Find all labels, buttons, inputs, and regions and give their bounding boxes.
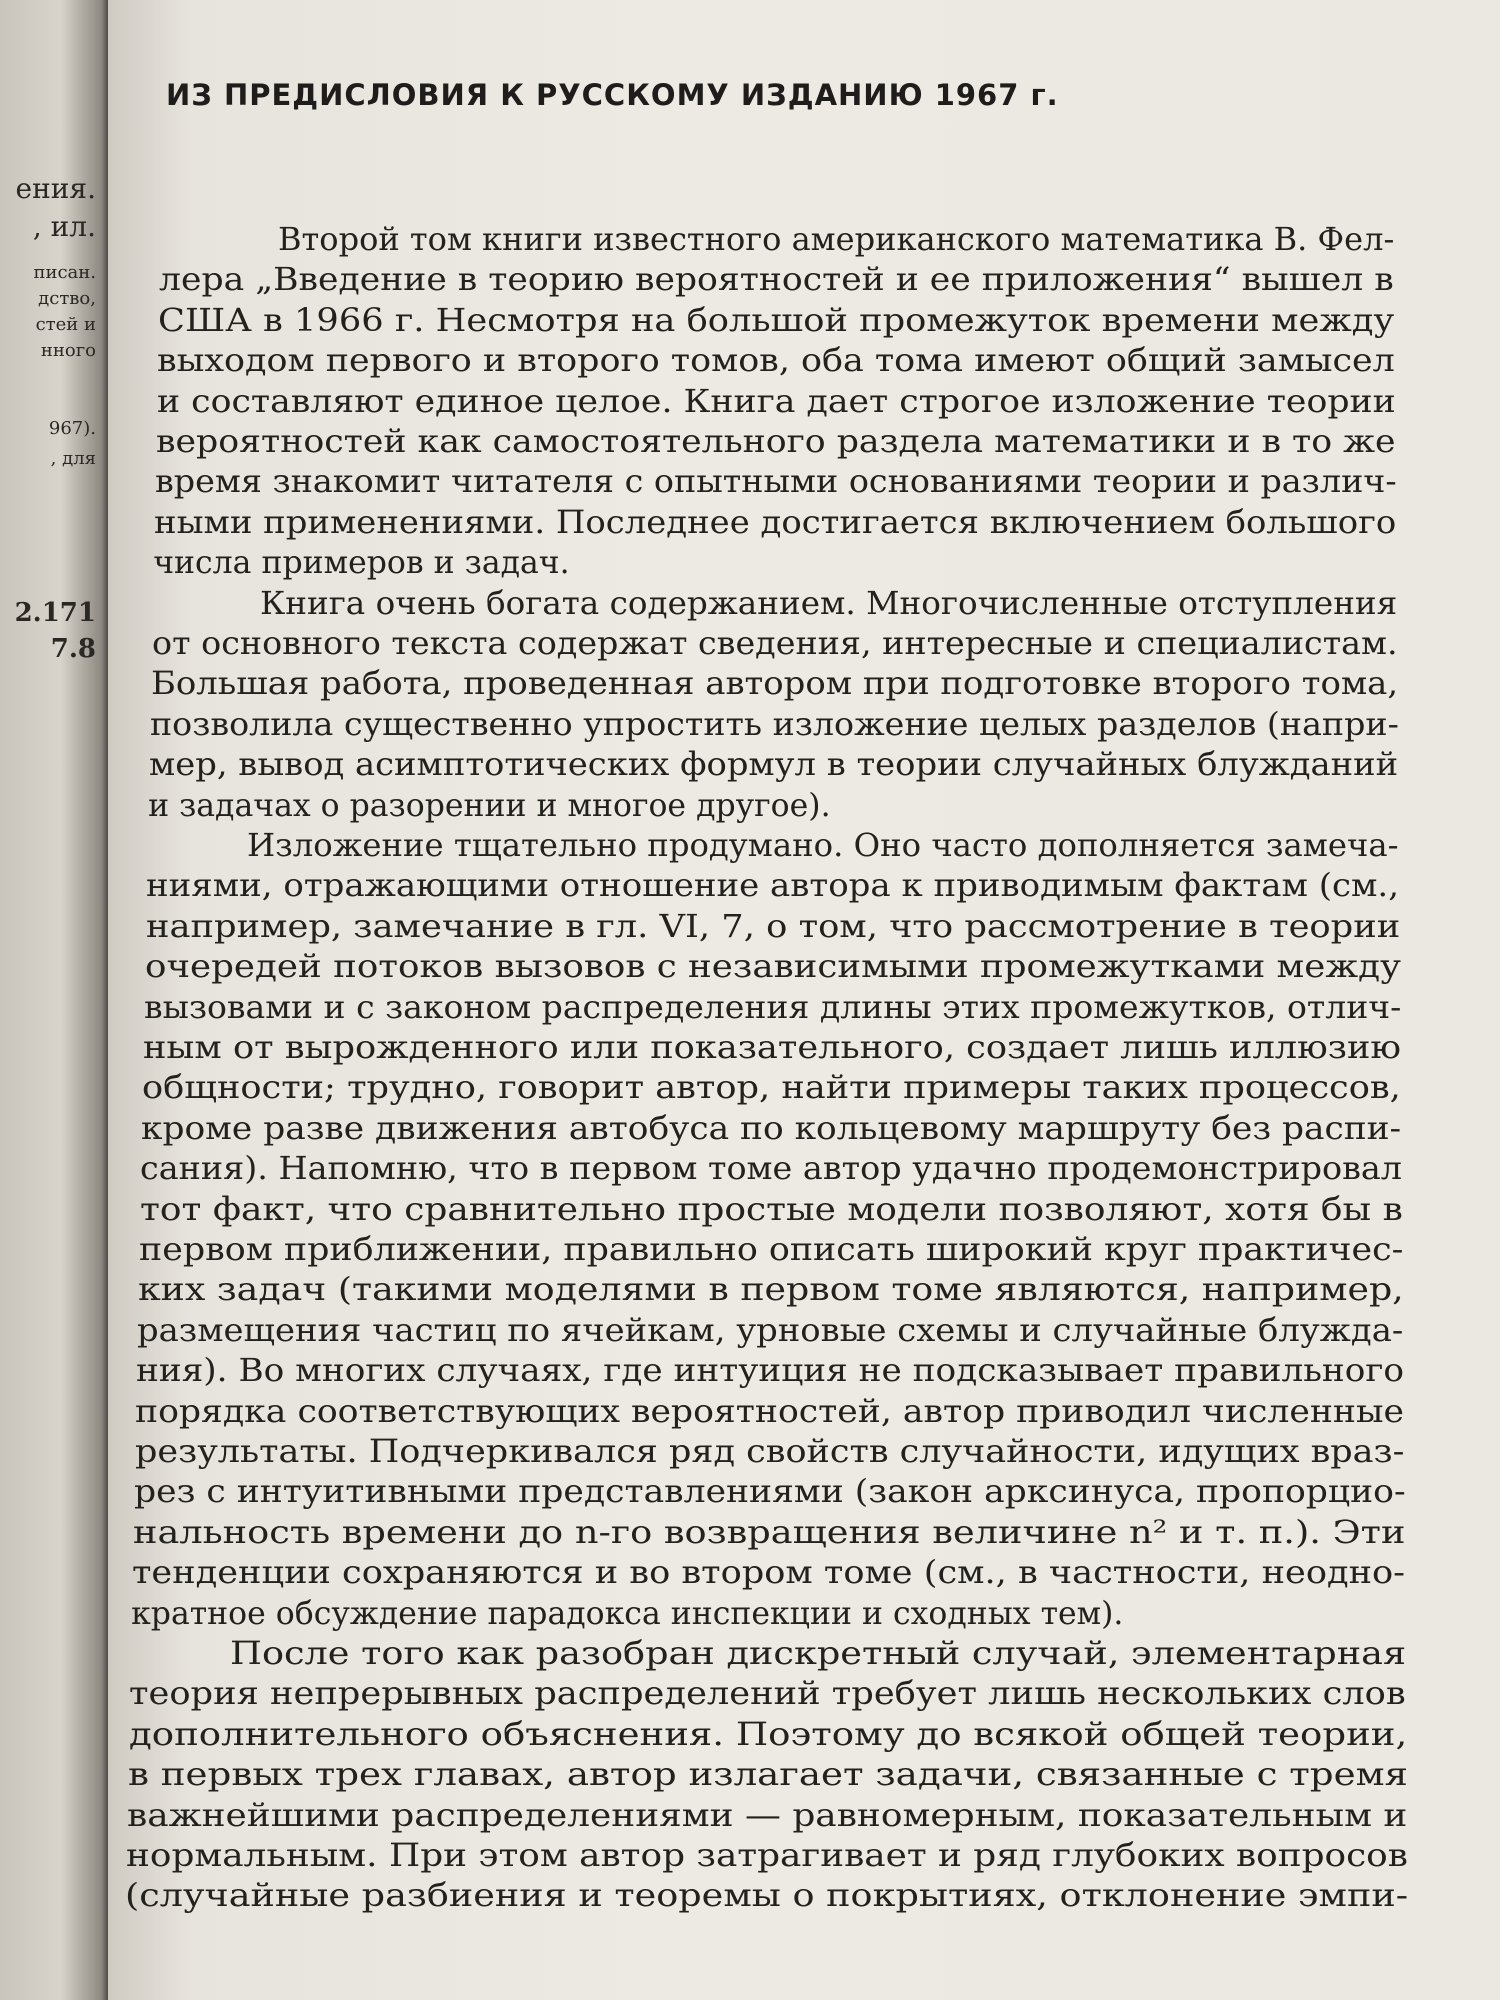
left-fragment: 967). (48, 418, 96, 439)
text-line: позволила существенно упростить изложение целых разделов (напри- (149, 706, 1399, 743)
text-line: США в 1966 г. Несмотря на большой промежуток времени между (158, 302, 1395, 339)
text-line: Большая работа, проведенная автором при подготовке второго тома, (150, 666, 1398, 703)
text-line: кроме разве движения автобуса по кольцевому маршруту без распи- (141, 1110, 1402, 1147)
text-line: кратное обсуждение парадокса инспекции и сходных тем). (131, 1595, 1124, 1632)
left-fragment: нного (40, 340, 96, 361)
text-line: Книга очень богата содержанием. Многочисленные отступления (260, 585, 1398, 622)
text-line: от основного текста содержат сведения, интересные и специалистам. (151, 626, 1398, 662)
text-line: ными применениями. Последнее достигается включением большого (154, 504, 1397, 541)
text-line: вероятностей как самостоятельного раздела математики и в то же (155, 424, 1396, 460)
text-line: После того как разобран дискретный случай, элементарная (230, 1636, 1407, 1672)
left-fragment: , для (50, 448, 96, 469)
text-line: общности; трудно, говорит автор, найти примеры таких процессов, (142, 1070, 1401, 1107)
text-line: числа примеров и задач. (153, 545, 570, 582)
text-line: теория непрерывных распределений требует лишь нескольких слов (129, 1676, 1407, 1713)
left-fragment: стей и (35, 314, 96, 335)
book-page (108, 0, 1500, 2000)
text-line: результаты. Подчеркивался ряд свойств случайности, идущих враз- (134, 1434, 1404, 1470)
text-line: лера „Введение в теорию вероятностей и ее приложения“ вышел в (159, 262, 1394, 299)
text-line: Второй том книги известного американского математика В. Фел- (278, 222, 1395, 258)
text-line: тенденции сохраняются и во втором томе (см., в частности, неоднo- (131, 1555, 1405, 1592)
text-line: и составляют единое целое. Книга дает строгое изложение теории (156, 383, 1396, 420)
left-fragment: 7.8 (50, 634, 96, 664)
text-line: размещения частиц по ячейкам, урновые схемы и случайные блужда- (137, 1312, 1404, 1349)
text-line: ния). Во многих случаях, где интуиция не подсказывает правильного (136, 1353, 1405, 1390)
text-line: (случайные разбиения и теоремы о покрытиях, отклонение эмпи- (125, 1878, 1409, 1915)
left-page-edge (0, 0, 102, 2000)
text-line: выходом первого и второго томов, оба тома имеют общий замысел (157, 343, 1396, 380)
text-line: вызовами и с законом распределения длины этих промежутков, отлич- (143, 989, 1402, 1026)
text-line: нормальным. При этом автор затрагивает и ряд глубоких вопросов (126, 1838, 1408, 1874)
left-fragment: дство, (38, 288, 96, 309)
text-line: ниями, отражающими отношение автора к приводимым фактам (см., (146, 868, 1400, 905)
left-fragment: , ил. (32, 210, 96, 243)
text-line: нальность времени до n-го возвращения величине n² и т. п.). Эти (132, 1514, 1406, 1551)
left-fragment: писан. (33, 262, 96, 283)
left-fragment: 2.171 (14, 598, 96, 628)
page-heading: ИЗ ПРЕДИСЛОВИЯ К РУССКОМУ ИЗДАНИЮ 1967 г. (166, 78, 1059, 112)
text-line: рез с интуитивными представлениями (закон арксинуса, пропорцио- (133, 1474, 1406, 1511)
text-line: ным от вырожденного или показательного, создает лишь иллюзию (143, 1030, 1401, 1066)
text-line: и задачах о разорении и многое другое). (148, 787, 831, 824)
text-line: дополнительного объяснения. Поэтому до всякой общей теории, (128, 1716, 1407, 1753)
text-line: в первых трех главах, автор излагает задачи, связанные с тремя (127, 1757, 1408, 1794)
text-line: важнейшими распределениями — равномерным, показательным и (126, 1797, 1408, 1834)
text-line: очередей потоков вызовов с независимыми промежутками между (144, 949, 1401, 986)
text-line: порядка соответствующих вероятностей, автор приводил численные (135, 1393, 1405, 1430)
text-line: время знакомит читателя с опытными основаниями теории и различ- (154, 464, 1397, 501)
text-line: первом приближении, правильно описать широкий круг практичес- (138, 1232, 1404, 1268)
text-line: например, замечание в гл. VI, 7, о том, что рассмотрение в теории (145, 908, 1400, 945)
text-line: тот факт, что сравнительно простые модели позволяют, хотя бы в (139, 1191, 1403, 1228)
text-line: мер, вывод асимптотических формул в теории случайных блужданий (148, 747, 1399, 784)
text-line: сания). Напомню, что в первом томе автор удачно продемонстрировал (140, 1151, 1403, 1188)
left-fragment: ения. (15, 172, 96, 205)
text-line: ких задач (такими моделями в первом томе являются, например, (137, 1272, 1404, 1309)
text-line: Изложение тщательно продумано. Оно часто дополняется замеча- (247, 828, 1399, 864)
